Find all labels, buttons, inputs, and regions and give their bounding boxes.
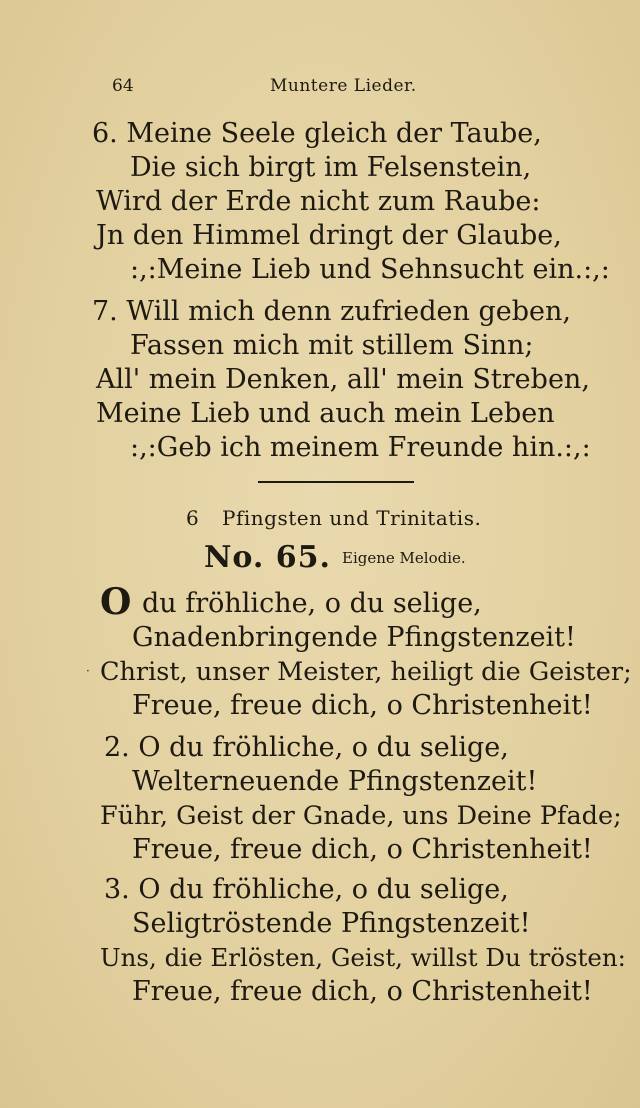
verse-line-text: Will mich denn zufrieden geben, (126, 296, 571, 327)
verse-2-line-1 (104, 732, 509, 764)
drop-cap: O (100, 581, 132, 623)
verse-3-line-2: Seligtröstende Pfingstenzeit! (132, 908, 531, 939)
verse-2-line-4: Freue, freue dich, o Christenheit! (132, 834, 593, 865)
running-title: Muntere Lieder. (270, 76, 417, 96)
verse-1-line-3: Christ, unser Meister, heiligt die Geister; (100, 657, 632, 687)
verse-7-line-4: Meine Lieb und auch mein Leben (96, 398, 555, 429)
section-divider (258, 481, 414, 483)
page-number: 64 (112, 76, 134, 96)
section-heading (0, 506, 640, 532)
verse-3-line-3: Uns, die Erlösten, Geist, willst Du trösten: (100, 943, 626, 972)
verse-7-line-1 (92, 296, 571, 328)
verse-1-line-2: Gnadenbringende Pfingstenzeit! (132, 622, 576, 653)
verse-line-text: Meine Seele gleich der Taube, (126, 118, 542, 149)
verse-2-line-3: Führ, Geist der Gnade, uns Deine Pfade; (100, 801, 622, 831)
verse-1-line-1: du fröhliche, o du selige, (142, 588, 482, 619)
verse-2-number: 2. (104, 732, 130, 763)
verse-6-line-2: Die sich birgt im Felsenstein, (130, 152, 532, 183)
margin-dot: · (86, 664, 90, 678)
hymn-number: No. 65. (204, 540, 331, 575)
verse-6-line-5: :,:Meine Lieb und Sehnsucht ein.:,: (130, 254, 610, 285)
verse-6-line-3: Wird der Erde nicht zum Raube: (96, 186, 541, 217)
verse-7-line-3: All' mein Denken, all' mein Streben, (96, 364, 590, 395)
verse-3-line-4: Freue, freue dich, o Christenheit! (132, 976, 593, 1007)
verse-7-line-5: :,:Geb ich meinem Freunde hin.:,: (130, 432, 591, 463)
verse-line-text: O du fröhliche, o du selige, (138, 874, 509, 905)
section-title: Pfingsten und Trinitatis. (222, 506, 482, 530)
verse-2-line-2: Welterneuende Pfingstenzeit! (132, 766, 538, 797)
verse-7-line-2: Fassen mich mit stillem Sinn; (130, 330, 534, 361)
verse-3-number: 3. (104, 874, 130, 905)
verse-line-text: O du fröhliche, o du selige, (138, 732, 509, 763)
verse-6-line-4: Jn den Himmel dringt der Glaube, (96, 220, 562, 251)
melody-note: Eigene Melodie. (342, 549, 466, 567)
verse-1-line-4: Freue, freue dich, o Christenheit! (132, 690, 593, 721)
running-header (0, 76, 640, 100)
verse-6-line-1 (92, 118, 542, 150)
section-number: 6 (186, 506, 199, 530)
verse-7-number: 7. (92, 296, 118, 327)
verse-3-line-1 (104, 874, 509, 906)
verse-6-number: 6. (92, 118, 118, 149)
